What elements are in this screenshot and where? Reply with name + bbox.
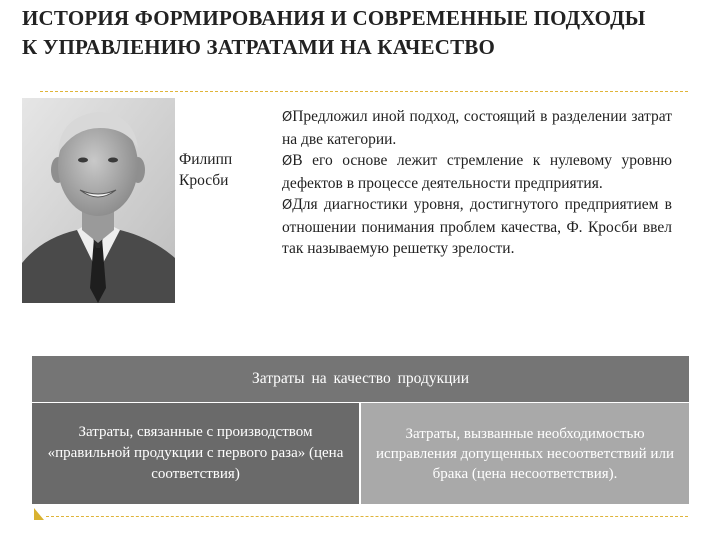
diagram-top-label: Затраты на качество продукции bbox=[251, 370, 470, 387]
slide-title: ИСТОРИЯ ФОРМИРОВАНИЯ И СОВРЕМЕННЫЕ ПОДХОДЫ К УПРАВЛЕНИЮ ЗАТРАТАМИ НА КАЧЕСТВО bbox=[22, 6, 646, 59]
bullet-arrow-icon: Ø bbox=[282, 110, 293, 125]
title-divider bbox=[40, 91, 688, 92]
bullet-list bbox=[282, 106, 672, 260]
cost-diagram bbox=[32, 356, 689, 504]
bullet-text: Предложил иной подход, состоящий в разделении затрат на две категории. bbox=[282, 108, 672, 148]
bullet-item bbox=[282, 106, 672, 150]
bullet-arrow-icon: Ø bbox=[282, 198, 293, 213]
diagram-right-box bbox=[361, 403, 689, 504]
diagram-top-box bbox=[32, 356, 689, 402]
bullet-text: В его основе лежит стремление к нулевому уровню дефектов в процессе деятельности предприятия. bbox=[282, 152, 672, 192]
bullet-item bbox=[282, 150, 672, 194]
bullet-item bbox=[282, 194, 672, 260]
diagram-right-label: Затраты, вызванные необходимостью исправления допущенных несоответствий или брака (цена несоответствия). bbox=[376, 425, 674, 482]
bullet-arrow-icon: Ø bbox=[282, 154, 293, 169]
bullet-text: Для диагностики уровня, достигнутого предприятием в отношении понимания проблем качества, Ф. Кросби ввел так называемую решетку зрелости. bbox=[282, 196, 672, 257]
corner-triangle-icon bbox=[34, 508, 44, 520]
diagram-left-box bbox=[32, 403, 359, 504]
portrait-photo bbox=[22, 98, 175, 303]
person-name: Филипп Кросби bbox=[179, 151, 233, 189]
footer-divider bbox=[46, 516, 688, 517]
diagram-left-label: Затраты, связанные с производством «правильной продукции с первого раза» (цена соответствия) bbox=[47, 424, 344, 482]
